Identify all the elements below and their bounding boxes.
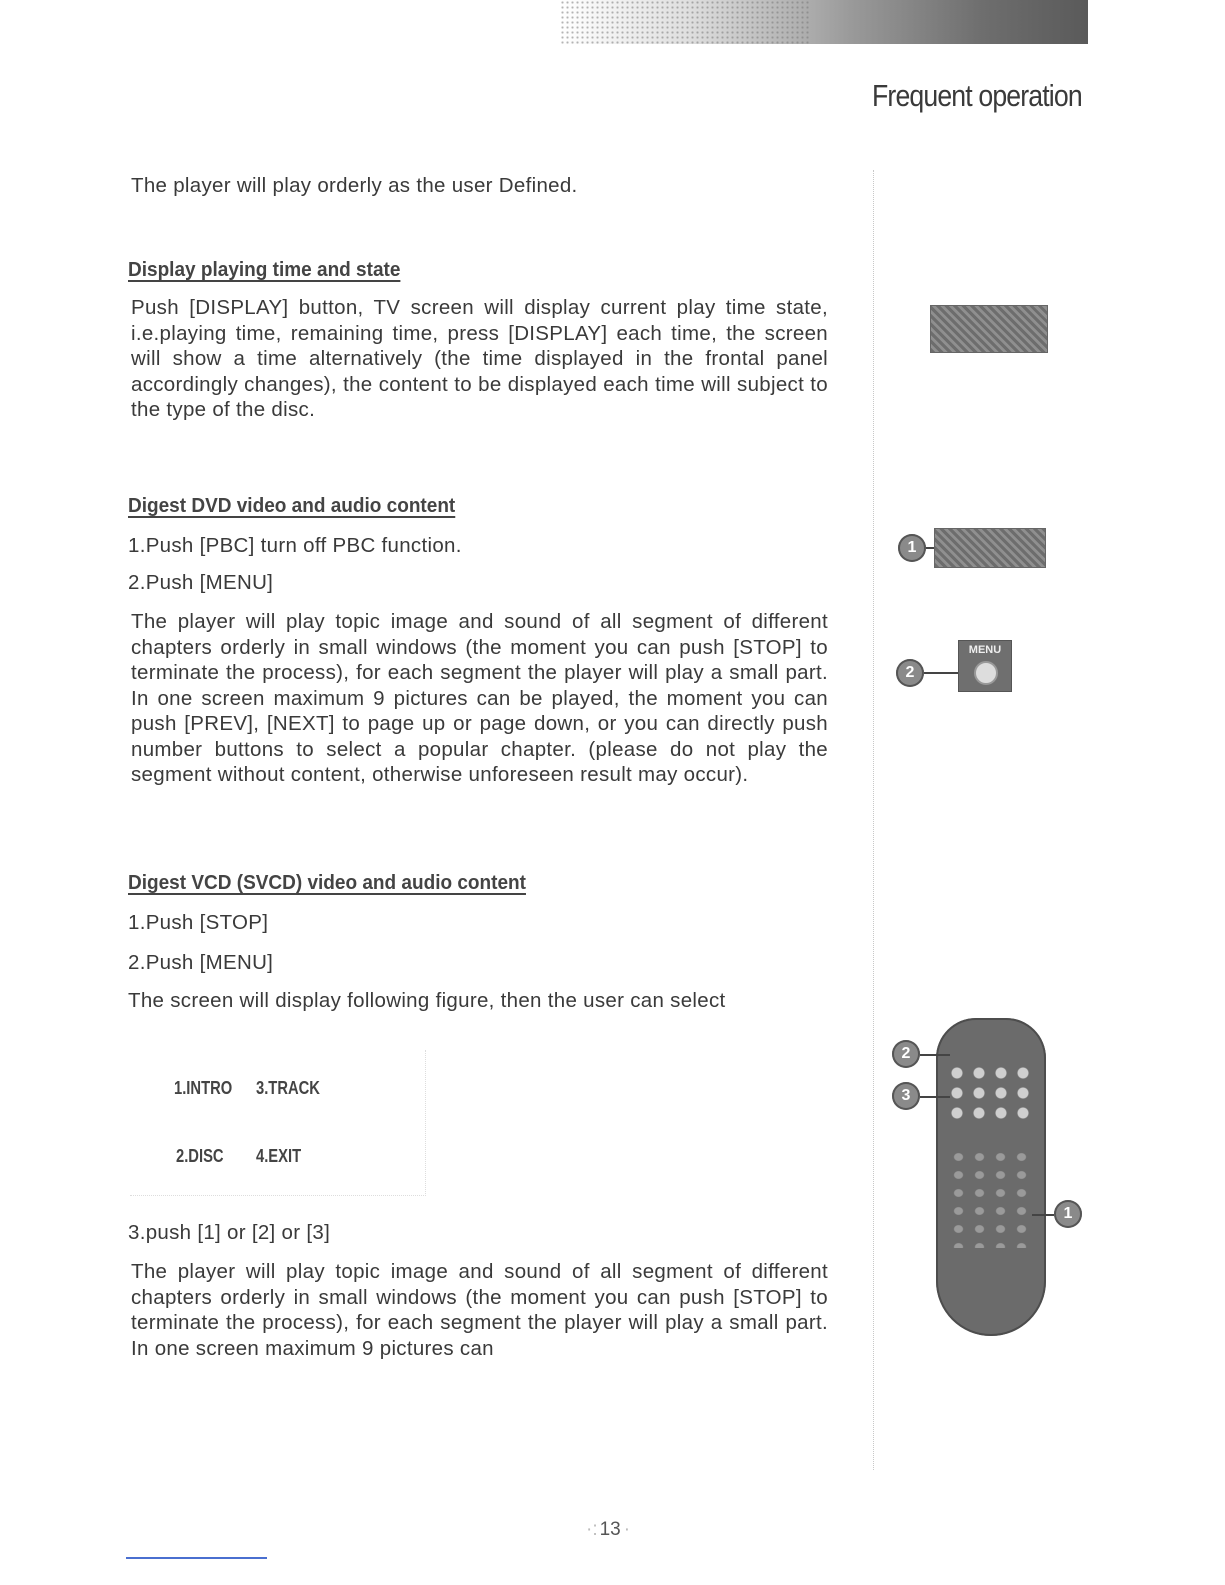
remote-function-buttons: [948, 1148, 1034, 1248]
remote-body: [936, 1018, 1046, 1336]
menu-button-knob: [974, 661, 998, 685]
step-badge-2: 2: [892, 1040, 920, 1068]
dvd-step-1: 1.Push [PBC] turn off PBC function.: [128, 534, 462, 557]
bottom-link-line: [126, 1557, 267, 1559]
intro-text: The player will play orderly as the user Defined.: [131, 174, 578, 197]
section-heading-dvd: Digest DVD video and audio content: [128, 495, 456, 517]
connector-line: [920, 1096, 950, 1098]
vcd-step-3: 3.push [1] or [2] or [3]: [128, 1221, 331, 1244]
page-title: Frequent operation: [872, 78, 1082, 113]
menu-button-image: [958, 640, 1012, 692]
pbc-button-image: [934, 528, 1046, 568]
vcd-step-2: 2.Push [MENU]: [128, 951, 274, 974]
vcd-menu-figure: [130, 1050, 426, 1196]
section-body-display: Push [DISPLAY] button, TV screen will display current play time state, i.e.playing time, remaining time, press [DISPLAY] each time, the screen will show a time alternatively (the time displayed in the frontal panel accordingly changes), the content to be displayed each time will subject to the type of the disc.: [131, 296, 828, 421]
connector-line: [920, 1054, 950, 1056]
menu-item-exit: 4.EXIT: [256, 1146, 302, 1166]
menu-figure: [896, 640, 1016, 690]
vcd-screen-text: The screen will display following figure, then the user can select: [128, 989, 726, 1012]
step-badge-1: 1: [898, 534, 926, 562]
remote-figure: [892, 1018, 1092, 1338]
menu-item-intro: 1.INTRO: [174, 1078, 233, 1098]
step-badge-2: 2: [896, 659, 924, 687]
header-pattern: [560, 0, 810, 44]
section-body-vcd: The player will play topic image and sound of all segment of different chapters orderly in small windows (the moment you can push [STOP] to terminate the process), for each segment the player will play a small part. In one screen maximum 9 pictures can: [131, 1260, 828, 1360]
pbc-figure: [898, 528, 1048, 568]
step-badge-1: 1: [1054, 1200, 1082, 1228]
section-body-dvd: The player will play topic image and sound of all segment of different chapters orderly in small windows (the moment you can push [STOP] to terminate the process), for each segment the player will play a small part. In one screen maximum 9 pictures can be played, the moment you can push [PREV], [NEXT] to page up or page down, or you can directly push number buttons to select a popular chapter. (please do not play the segment without content, otherwise unforeseen result may occur).: [131, 610, 828, 786]
menu-item-track: 3.TRACK: [256, 1078, 320, 1098]
page-number: ·: 13 ·: [586, 1519, 630, 1541]
step-badge-3: 3: [892, 1082, 920, 1110]
connector-line: [924, 672, 958, 674]
connector-line: [1032, 1214, 1054, 1216]
menu-item-disc: 2.DISC: [176, 1146, 224, 1166]
column-divider: [873, 170, 874, 1470]
menu-button-label: MENU: [968, 644, 1002, 656]
section-heading-display: Display playing time and state: [128, 259, 401, 281]
remote-number-buttons: [946, 1063, 1036, 1123]
dvd-step-2: 2.Push [MENU]: [128, 571, 274, 594]
section-heading-vcd: Digest VCD (SVCD) video and audio content: [128, 872, 526, 894]
vcd-step-1: 1.Push [STOP]: [128, 911, 269, 934]
display-panel-image: [930, 305, 1048, 353]
